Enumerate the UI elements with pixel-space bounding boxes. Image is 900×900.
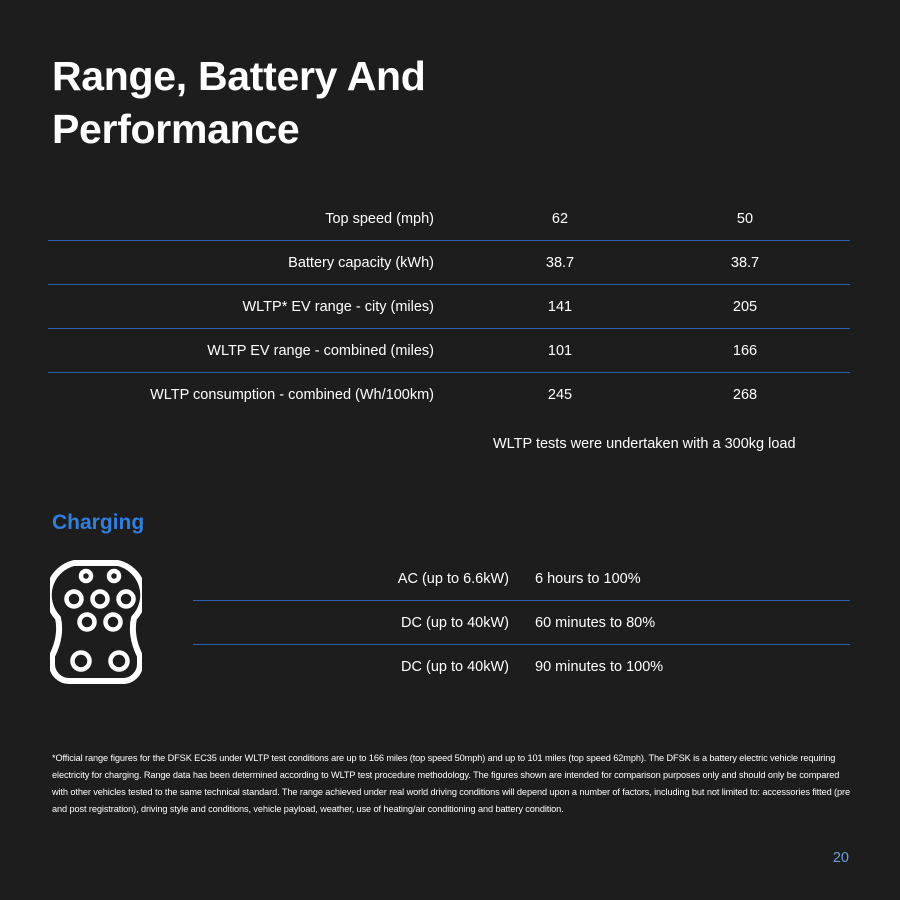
charging-section-title: Charging: [52, 511, 145, 534]
spec-label: WLTP* EV range - city (miles): [242, 299, 434, 315]
spec-value-2: 268: [732, 387, 758, 403]
page-title: Range, Battery And Performance: [52, 53, 426, 152]
spec-value-1: 245: [547, 387, 573, 403]
spec-value-1: 62: [551, 211, 569, 227]
table-row: [48, 373, 850, 416]
page-number: 20: [832, 850, 849, 866]
ev-charging-connector-icon: [50, 558, 142, 686]
spec-value-2: 205: [732, 299, 758, 315]
spec-value-2: 38.7: [730, 255, 760, 271]
charge-label: DC (up to 40kW): [401, 659, 509, 675]
specs-table: [48, 197, 850, 416]
spec-value-2: 50: [736, 211, 754, 227]
table-row: [193, 557, 850, 601]
charging-table: [193, 557, 850, 688]
table-row: [48, 329, 850, 373]
spec-value-2: 166: [732, 343, 758, 359]
table-row: [48, 285, 850, 329]
spec-label: WLTP consumption - combined (Wh/100km): [150, 387, 434, 403]
table-row: [193, 601, 850, 645]
footnote: *Official range figures for the DFSK EC35 under WLTP test conditions are up to 166 miles (top speed 50mph) and up to 101 miles (top speed 62mph). The DFSK is a battery electric vehicle requiring electricity for charging. Range data has been determined according to WLTP test procedure methodology. The figures shown are intended for comparison purposes only and should only be compared with other vehicles tested to the same technical standard. The range achieved under real world driving conditions will depend upon a number of factors, including but not limited to: accessories fitted (pre and post registration), driving style and conditions, vehicle payload, weather, use of heating/air conditioning and battery condition.: [52, 753, 850, 814]
charge-value: 60 minutes to 80%: [535, 615, 656, 631]
charge-label: DC (up to 40kW): [401, 615, 509, 631]
spec-label: Top speed (mph): [325, 211, 434, 227]
table-row: [48, 241, 850, 285]
charge-value: 6 hours to 100%: [535, 571, 641, 587]
test-note: WLTP tests were undertaken with a 300kg load: [493, 436, 796, 452]
table-row: [193, 645, 850, 688]
spec-label: WLTP EV range - combined (miles): [207, 343, 434, 359]
table-row: [48, 197, 850, 241]
spec-value-1: 101: [547, 343, 573, 359]
charge-value: 90 minutes to 100%: [535, 659, 664, 675]
spec-value-1: 38.7: [545, 255, 575, 271]
spec-label: Battery capacity (kWh): [288, 255, 434, 271]
spec-value-1: 141: [547, 299, 573, 315]
charge-label: AC (up to 6.6kW): [397, 571, 509, 587]
